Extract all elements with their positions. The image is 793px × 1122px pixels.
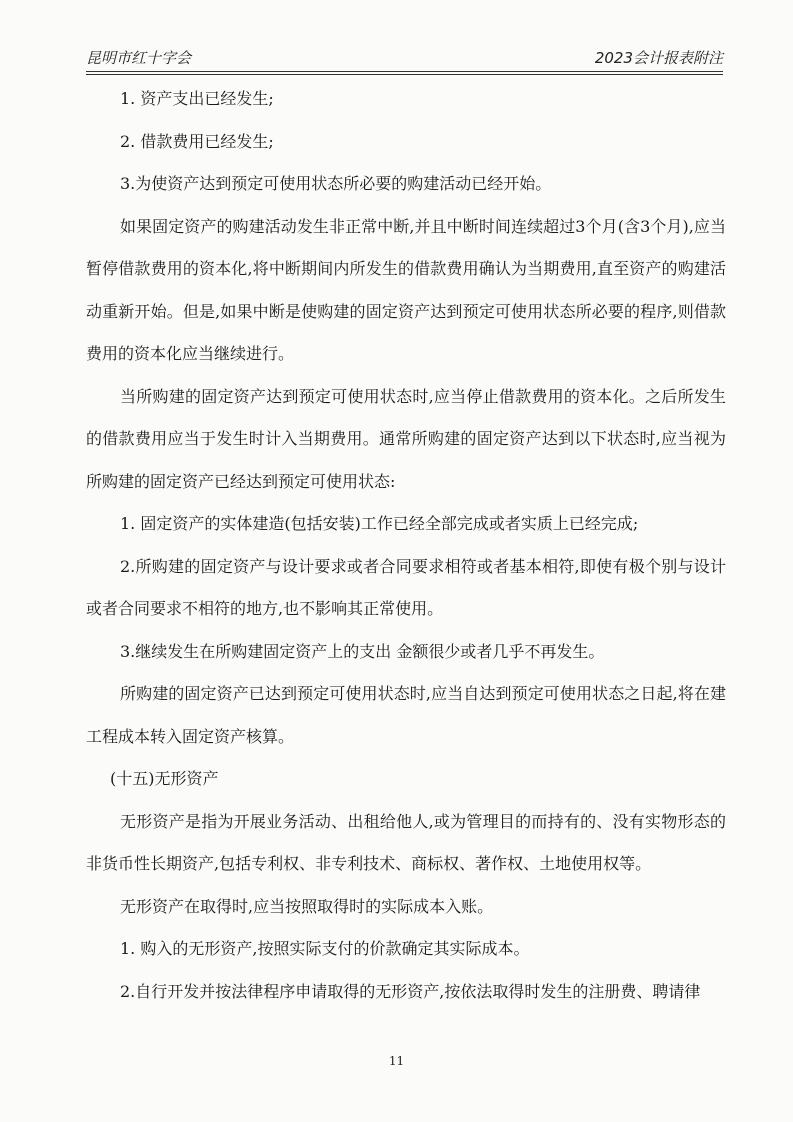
section-heading: (十五)无形资产 bbox=[110, 769, 219, 788]
paragraph: 无形资产是指为开展业务活动、出租给他人,或为管理目的而持有的、没有实物形态的非货币性长期资产,包括专利权、非专利技术、商标权、著作权、土地使用权等。 bbox=[86, 811, 726, 873]
page-header bbox=[86, 46, 723, 68]
paragraph: 1. 资产支出已经发生; bbox=[120, 89, 274, 108]
paragraph: 2.所购建的固定资产与设计要求或者合同要求相符或者基本相符,即使有极个别与设计或者合同要求不相符的地方,也不影响其正常使用。 bbox=[86, 556, 726, 618]
paragraph: 2.自行开发并按法律程序申请取得的无形资产,按依法取得时发生的注册费、聘请律 bbox=[120, 981, 701, 1001]
paragraph: 3.为使资产达到预定可使用状态所必要的购建活动已经开始。 bbox=[120, 174, 552, 193]
document-body bbox=[86, 78, 726, 1013]
paragraph: 所购建的固定资产已达到预定可使用状态时,应当自达到预定可使用状态之日起,将在建工程成本转入固定资产核算。 bbox=[86, 684, 726, 746]
paragraph: 1. 固定资产的实体建造(包括安装)工作已经全部完成或者实质上已经完成; bbox=[120, 514, 639, 533]
paragraph: 如果固定资产的购建活动发生非正常中断,并且中断时间连续超过3个月(含3个月),应当暂停借款费用的资本化,将中断期间内所发生的借款费用确认为当期费用,直至资产的购建活动重新开始。但是,如果中断是使购建的固定资产达到预定可使用状态所必要的程序,则借款费用的资本化应当继续进行。 bbox=[86, 216, 726, 363]
paragraph: 无形资产在取得时,应当按照取得时的实际成本入账。 bbox=[120, 896, 494, 916]
paragraph: 当所购建的固定资产达到预定可使用状态时,应当停止借款费用的资本化。之后所发生的借款费用应当于发生时计入当期费用。通常所购建的固定资产达到以下状态时,应当视为所购建的固定资产已经达到预定可使用状态: bbox=[86, 386, 726, 491]
header-report-title: 2023会计报表附注 bbox=[594, 49, 723, 67]
header-rule bbox=[86, 71, 723, 75]
header-organization: 昆明市红十字会 bbox=[86, 49, 192, 67]
page-number: 11 bbox=[388, 1054, 405, 1068]
paragraph: 1. 购入的无形资产,按照实际支付的价款确定其实际成本。 bbox=[120, 939, 530, 958]
paragraph: 3.继续发生在所购建固定资产上的支出 金额很少或者几乎不再发生。 bbox=[120, 641, 605, 661]
paragraph: 2. 借款费用已经发生; bbox=[120, 131, 274, 151]
